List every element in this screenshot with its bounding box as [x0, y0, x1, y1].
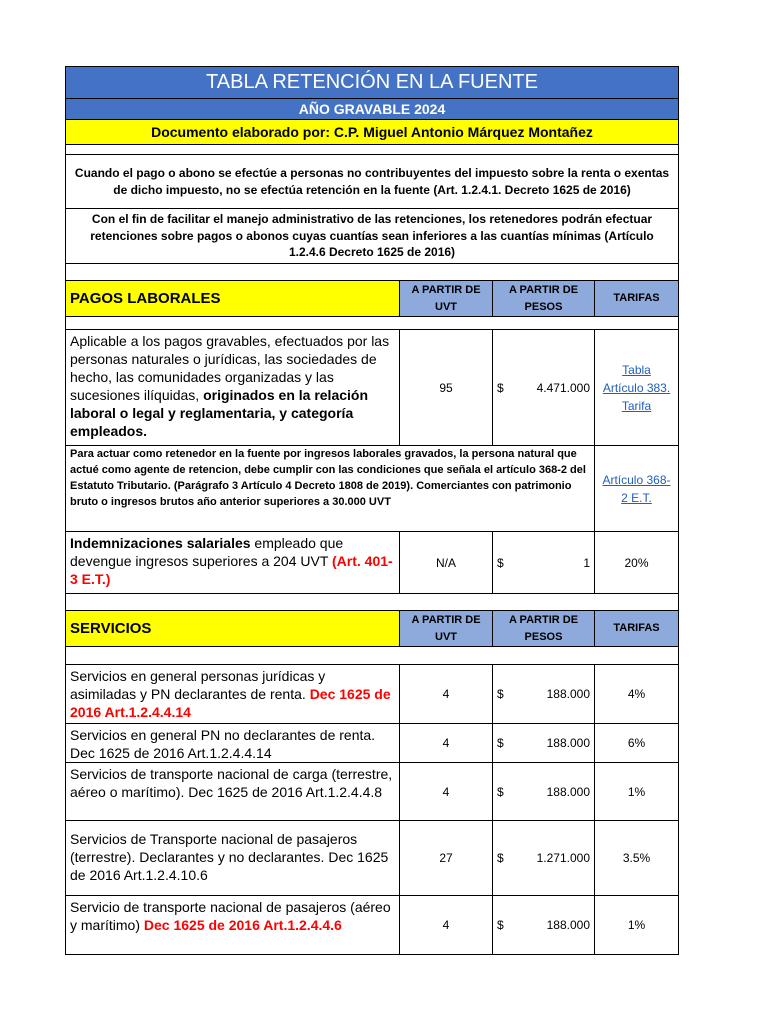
column-header-uvt-line1: A PARTIR DE: [411, 614, 481, 626]
note-text-2: Con el fin de facilitar el manejo administrativo de las retenciones, los retenedores podrán efectuar retenciones sobre pagos o abonos cuyas cuantías sean inferiores a las cuantías mínimas (Artículo 1.2.4.6 Decreto 1625 de 2016): [90, 211, 654, 260]
column-header-pesos: [493, 281, 595, 316]
description-bold-text: Indemnizaciones salariales: [70, 535, 251, 551]
description-bold-text: originados en la relación laboral o legal y reglamentaria, y categoría empleados.: [70, 386, 369, 439]
uvt-value: 95: [400, 330, 493, 445]
description-text: Servicios de transporte nacional de carga (terrestre, aéreo o marítimo). Dec 1625 de 2016 Art.1.2.4.4.8: [70, 766, 393, 800]
column-header-uvt-line1: A PARTIR DE: [411, 284, 481, 296]
pesos-amount: 188.000: [546, 687, 590, 701]
tarifa-link-line2[interactable]: Artículo 383.: [602, 380, 671, 395]
pesos-amount: 188.000: [546, 918, 590, 932]
column-header-pesos-line2: PESOS: [524, 300, 563, 313]
table-row: [65, 330, 679, 446]
currency-symbol: $: [497, 555, 504, 570]
column-header-pesos-line1: A PARTIR DE: [508, 614, 579, 626]
subtitle-row: [65, 99, 679, 120]
row-description: [66, 763, 400, 820]
note-text-1: Cuando el pago o abono se efectúe a personas no contribuyentes del impuesto sobre la renta o exentas de dicho impuesto, no se efectúa retención en la fuente (Art. 1.2.4.1. Decreto 1625 de 2016): [74, 165, 670, 197]
table-row: [65, 821, 679, 896]
description-text: Aplicable a los pagos gravables, efectuados por las personas naturales o jurídicas, las sociedades de hecho, las comunidades organizadas y las sucesiones ilíquidas,: [70, 333, 390, 403]
currency-symbol: $: [497, 784, 504, 799]
column-header-pesos: [493, 611, 595, 646]
description-text: Servicios en general personas jurídicas y asimiladas y PN declarantes de renta.: [70, 668, 326, 702]
note-row-2: [65, 209, 679, 264]
uvt-value: 4: [400, 724, 493, 762]
articulo-link[interactable]: [595, 446, 678, 531]
pesos-value: [493, 896, 595, 954]
pesos-value: [493, 821, 595, 895]
description-text: Servicio de transporte nacional de pasajeros (aéreo y marítimo): [70, 899, 391, 933]
column-header-pesos-line1: A PARTIR DE: [508, 284, 579, 296]
column-header-tarifas: TARIFAS: [595, 281, 678, 316]
description-text: empleado que devengue ingresos superiores a 204 UVT: [70, 535, 344, 569]
row-description: [66, 724, 400, 762]
page-subtitle: AÑO GRAVABLE 2024: [298, 101, 446, 117]
author-line: Documento elaborado por: C.P. Miguel Antonio Márquez Montañez: [151, 124, 593, 140]
tarifa-value: 1%: [627, 784, 646, 799]
column-header-tarifas: TARIFAS: [595, 611, 678, 646]
pesos-value: [493, 724, 595, 762]
description-red-text: (Art. 401-3 E.T.): [70, 552, 393, 587]
tarifa-value: 6%: [627, 736, 646, 750]
title-row: [65, 66, 679, 99]
spacer-row: [65, 647, 679, 665]
currency-symbol: $: [497, 851, 504, 865]
uvt-value: N/A: [400, 532, 493, 593]
pesos-amount: 4.471.000: [536, 380, 590, 395]
uvt-value: 4: [400, 665, 493, 723]
tarifa-link[interactable]: [595, 330, 678, 445]
tarifa-value: 3.5%: [622, 851, 651, 865]
page-title: TABLA RETENCIÓN EN LA FUENTE: [206, 71, 538, 93]
row-description: [66, 532, 400, 593]
description-text: Servicios en general PN no declarantes de renta. Dec 1625 de 2016 Art.1.2.4.4.14: [70, 727, 376, 761]
currency-symbol: $: [497, 380, 504, 395]
retenedor-note: Para actuar como retenedor en la fuente por ingresos laborales gravados, la persona natural que actué como agente de retencion, debe cumplir con las condiciones que señala el artículo 368-2 del Estatuto Tributario. (Parágrafo 3 Artículo 4 Decreto 1808 de 2019). Comerciantes con patrimonio bruto o ingresos brutos año anterior superiores a 30.000 UVT: [66, 446, 595, 531]
pesos-value: [493, 330, 595, 445]
table-row: [65, 665, 679, 724]
tarifa-value: 1%: [627, 918, 646, 932]
row-description: [66, 330, 400, 445]
column-header-uvt-line2: UVT: [435, 300, 457, 313]
pesos-amount: 1: [583, 555, 590, 570]
row-description: [66, 896, 400, 954]
pesos-amount: 188.000: [546, 784, 590, 799]
currency-symbol: $: [497, 918, 504, 932]
pesos-value: [493, 665, 595, 723]
pesos-value: [493, 763, 595, 820]
column-header-uvt: [400, 281, 493, 316]
uvt-value: 4: [400, 763, 493, 820]
pesos-amount: 188.000: [546, 736, 590, 750]
spacer-row: [65, 594, 679, 611]
tarifa-link-line3[interactable]: Tarifa: [621, 398, 652, 413]
note-row-1: [65, 155, 679, 209]
servicios-header-row: [65, 611, 679, 647]
table-row: [65, 896, 679, 955]
currency-symbol: $: [497, 687, 504, 701]
row-description: [66, 821, 400, 895]
column-header-uvt-line2: UVT: [435, 630, 457, 643]
retention-table: [65, 66, 679, 955]
spacer-row: [65, 145, 679, 155]
table-row: [65, 724, 679, 763]
column-header-pesos-line2: PESOS: [524, 630, 563, 643]
section-title-laborales: PAGOS LABORALES: [66, 281, 400, 316]
description-red-text: Dec 1625 de 2016 Art.1.2.4.4.6: [143, 916, 342, 933]
currency-symbol: $: [497, 736, 504, 750]
laborales-header-row: [65, 281, 679, 317]
author-row: [65, 120, 679, 145]
description-red-text: Dec 1625 de 2016 Art.1.2.4.4.14: [70, 685, 391, 720]
spacer-row: [65, 264, 679, 281]
row-description: [66, 665, 400, 723]
table-row: [65, 532, 679, 594]
tarifa-value: 20%: [624, 555, 649, 570]
articulo-link-line1[interactable]: Artículo 368-: [602, 472, 671, 487]
pesos-amount: 1.271.000: [536, 851, 590, 865]
description-text: Servicios de Transporte nacional de pasajeros (terrestre). Declarantes y no declarantes. Dec 1625 de 2016 Art.1.2.4.10.6: [70, 831, 389, 883]
spacer-row: [65, 317, 679, 330]
column-header-uvt: [400, 611, 493, 646]
articulo-link-line2[interactable]: 2 E.T.: [621, 490, 652, 505]
tarifa-link-line1[interactable]: Tabla: [622, 362, 651, 377]
table-row: [65, 763, 679, 821]
table-row: [65, 446, 679, 532]
section-title-servicios: SERVICIOS: [66, 611, 400, 646]
pesos-value: [493, 532, 595, 593]
uvt-value: 4: [400, 896, 493, 954]
uvt-value: 27: [400, 821, 493, 895]
tarifa-value: 4%: [627, 687, 646, 701]
